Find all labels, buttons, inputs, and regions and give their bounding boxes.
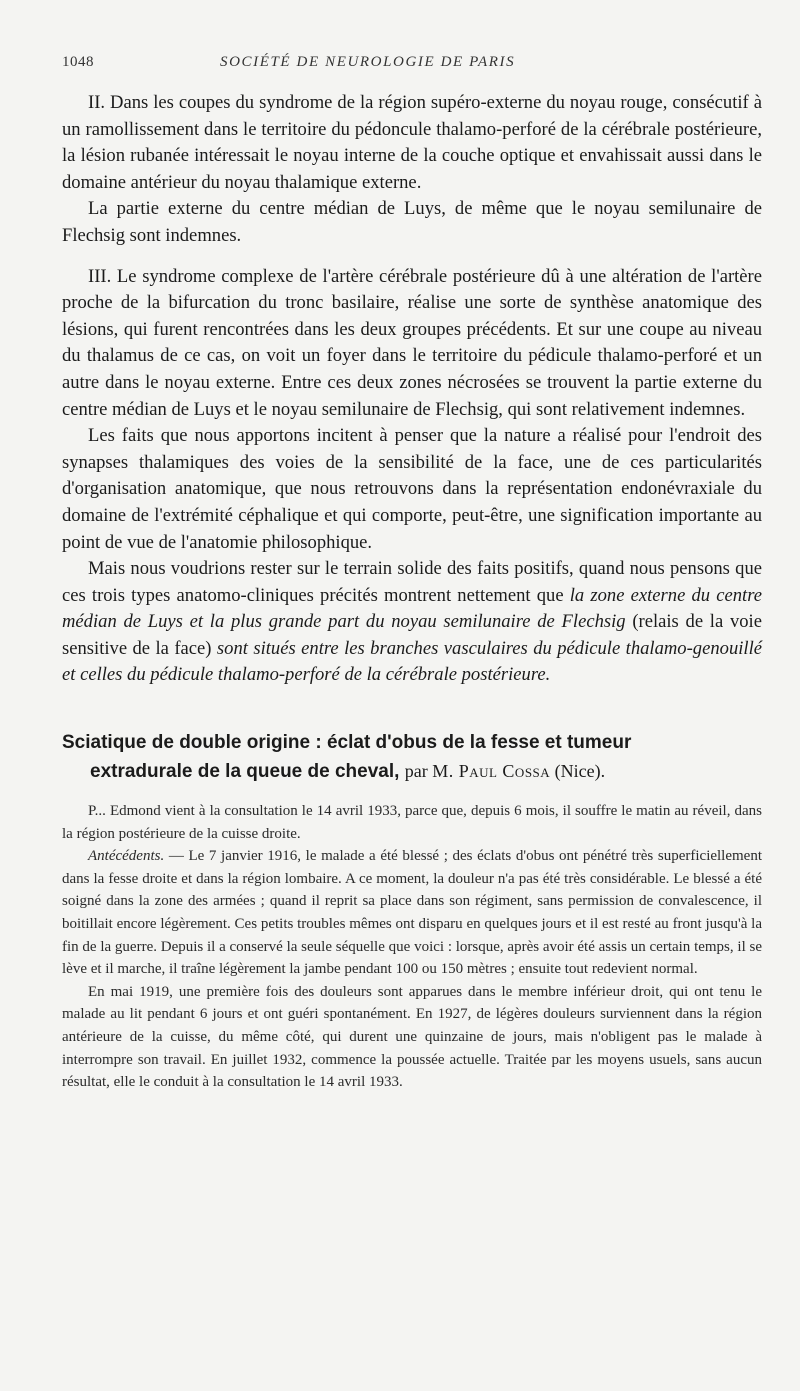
conclusion-emphasis-2: sont situés entre les branches vasculaires du pédicule thalamo-genouillé et celles du pédicule thalamo-perforé de la cérébrale postérieure. [62, 637, 762, 686]
byline-par: par [404, 761, 428, 782]
case-paragraph-history: En mai 1919, une première fois des douleurs sont apparues dans le membre inférieur droit, qui ont tenu le malade au lit pendant 6 jours et ont guéri spontanément. En 1927, de légères douleurs surviennent dans la région antérieure de la cuisse, du même côté, qui durent une quinzaine de jours, mais n'obligent pas le malade à interrompre son travail. En juillet 1932, commence la poussée actuelle. Traitée par les moyens usuels, sans aucun résultat, elle le conduit à la consultation le 14 avril 1933. [62, 983, 762, 1091]
case-paragraph-antecedents [62, 845, 762, 981]
conclusion-text-mid: (relais de la voie sensitive de la face) [62, 611, 762, 659]
main-text [62, 90, 762, 689]
case-report [62, 800, 762, 1094]
conclusion-text-start: Mais nous voudrions rester sur le terrain solide des faits positifs, quand nous pensons que ces trois types anatomo-cliniques précités montrent nettement que [62, 558, 762, 606]
article-title-line2: extradurale de la queue de cheval, [90, 761, 400, 783]
paragraph-conclusion [62, 556, 762, 689]
journal-title: SOCIÉTÉ DE NEUROLOGIE DE PARIS [220, 54, 516, 70]
article-title-line1: Sciatique de double origine : éclat d'obus de la fesse et tumeur [62, 732, 632, 754]
antecedents-text: — Le 7 janvier 1916, le malade a été blessé ; des éclats d'obus ont pénétré très superficiellement dans la fesse droite et dans la région lombaire. A ce moment, la douleur n'a pas été très considérable. Le blessé a été soigné dans la zone des armées ; quand il reprit sa place dans son régiment, sans permission de convalescence, il boitillait encore légèrement. Ces petits troubles mêmes ont disparu en quelques jours et il est resté au front jusqu'à la fin de la guerre. Depuis il a conservé la seule séquelle que voici : lorsque, après avoir été assis un certain temps, il se lève et il marche, il traîne légèrement la jambe pendant 100 ou 150 mètres ; ensuite tout redevient normal. [62, 848, 762, 978]
article-title [62, 729, 762, 786]
author-name: M. Paul Cossa [432, 761, 551, 782]
page-number: 1048 [62, 54, 94, 70]
author-city: (Nice). [554, 761, 606, 782]
paragraph-luys: La partie externe du centre médian de Luys, de même que le noyau semilunaire de Flechsig sont indemnes. [62, 198, 762, 246]
antecedents-label: Antécédents. [88, 848, 165, 865]
byline [405, 761, 605, 781]
case-paragraph-intro: P... Edmond vient à la consultation le 14 avril 1933, parce que, depuis 6 mois, il souffre le matin au réveil, dans la région postérieure de la cuisse droite. [62, 803, 762, 842]
conclusion-emphasis-1: la zone externe du centre médian de Luys et la plus grande part du noyau semilunaire de Flechsig [62, 584, 762, 633]
paragraph-iii: III. Le syndrome complexe de l'artère cérébrale postérieure dû à une altération de l'artère proche de la bifurcation du tronc basilaire, réalise une sorte de synthèse anatomique des lésions, qui furent rencontrées dans les deux groupes précédents. Et sur une coupe au niveau du thalamus de ce cas, on voit un foyer dans le territoire du pédicule thalamo-perforé et un autre dans le noyau externe. Entre ces deux zones nécrosées se trouvent la partie externe du centre médian de Luys et le noyau semilunaire de Flechsig, qui sont relativement indemnes. [62, 265, 762, 420]
paragraph-faits: Les faits que nous apportons incitent à penser que la nature a réalisé pour l'endroit des synapses thalamiques des voies de la sensibilité de la face, une de ces particularités d'organisation anatomique, que nous retrouvons dans la représentation endonévraxiale du domaine de l'extrémité céphalique et qui comporte, peut-être, une signification importante au point de vue de l'anatomie philosophique. [62, 425, 762, 553]
running-header [62, 54, 762, 82]
page [62, 54, 762, 1094]
paragraph-ii: II. Dans les coupes du syndrome de la région supéro-externe du noyau rouge, consécutif à un ramollissement dans le territoire du pédoncule thalamo-perforé de la cérébrale postérieure, la lésion rubanée intéressait le noyau interne de la couche optique et envahissait aussi dans le domaine antérieur du noyau thalamique externe. [62, 92, 762, 193]
